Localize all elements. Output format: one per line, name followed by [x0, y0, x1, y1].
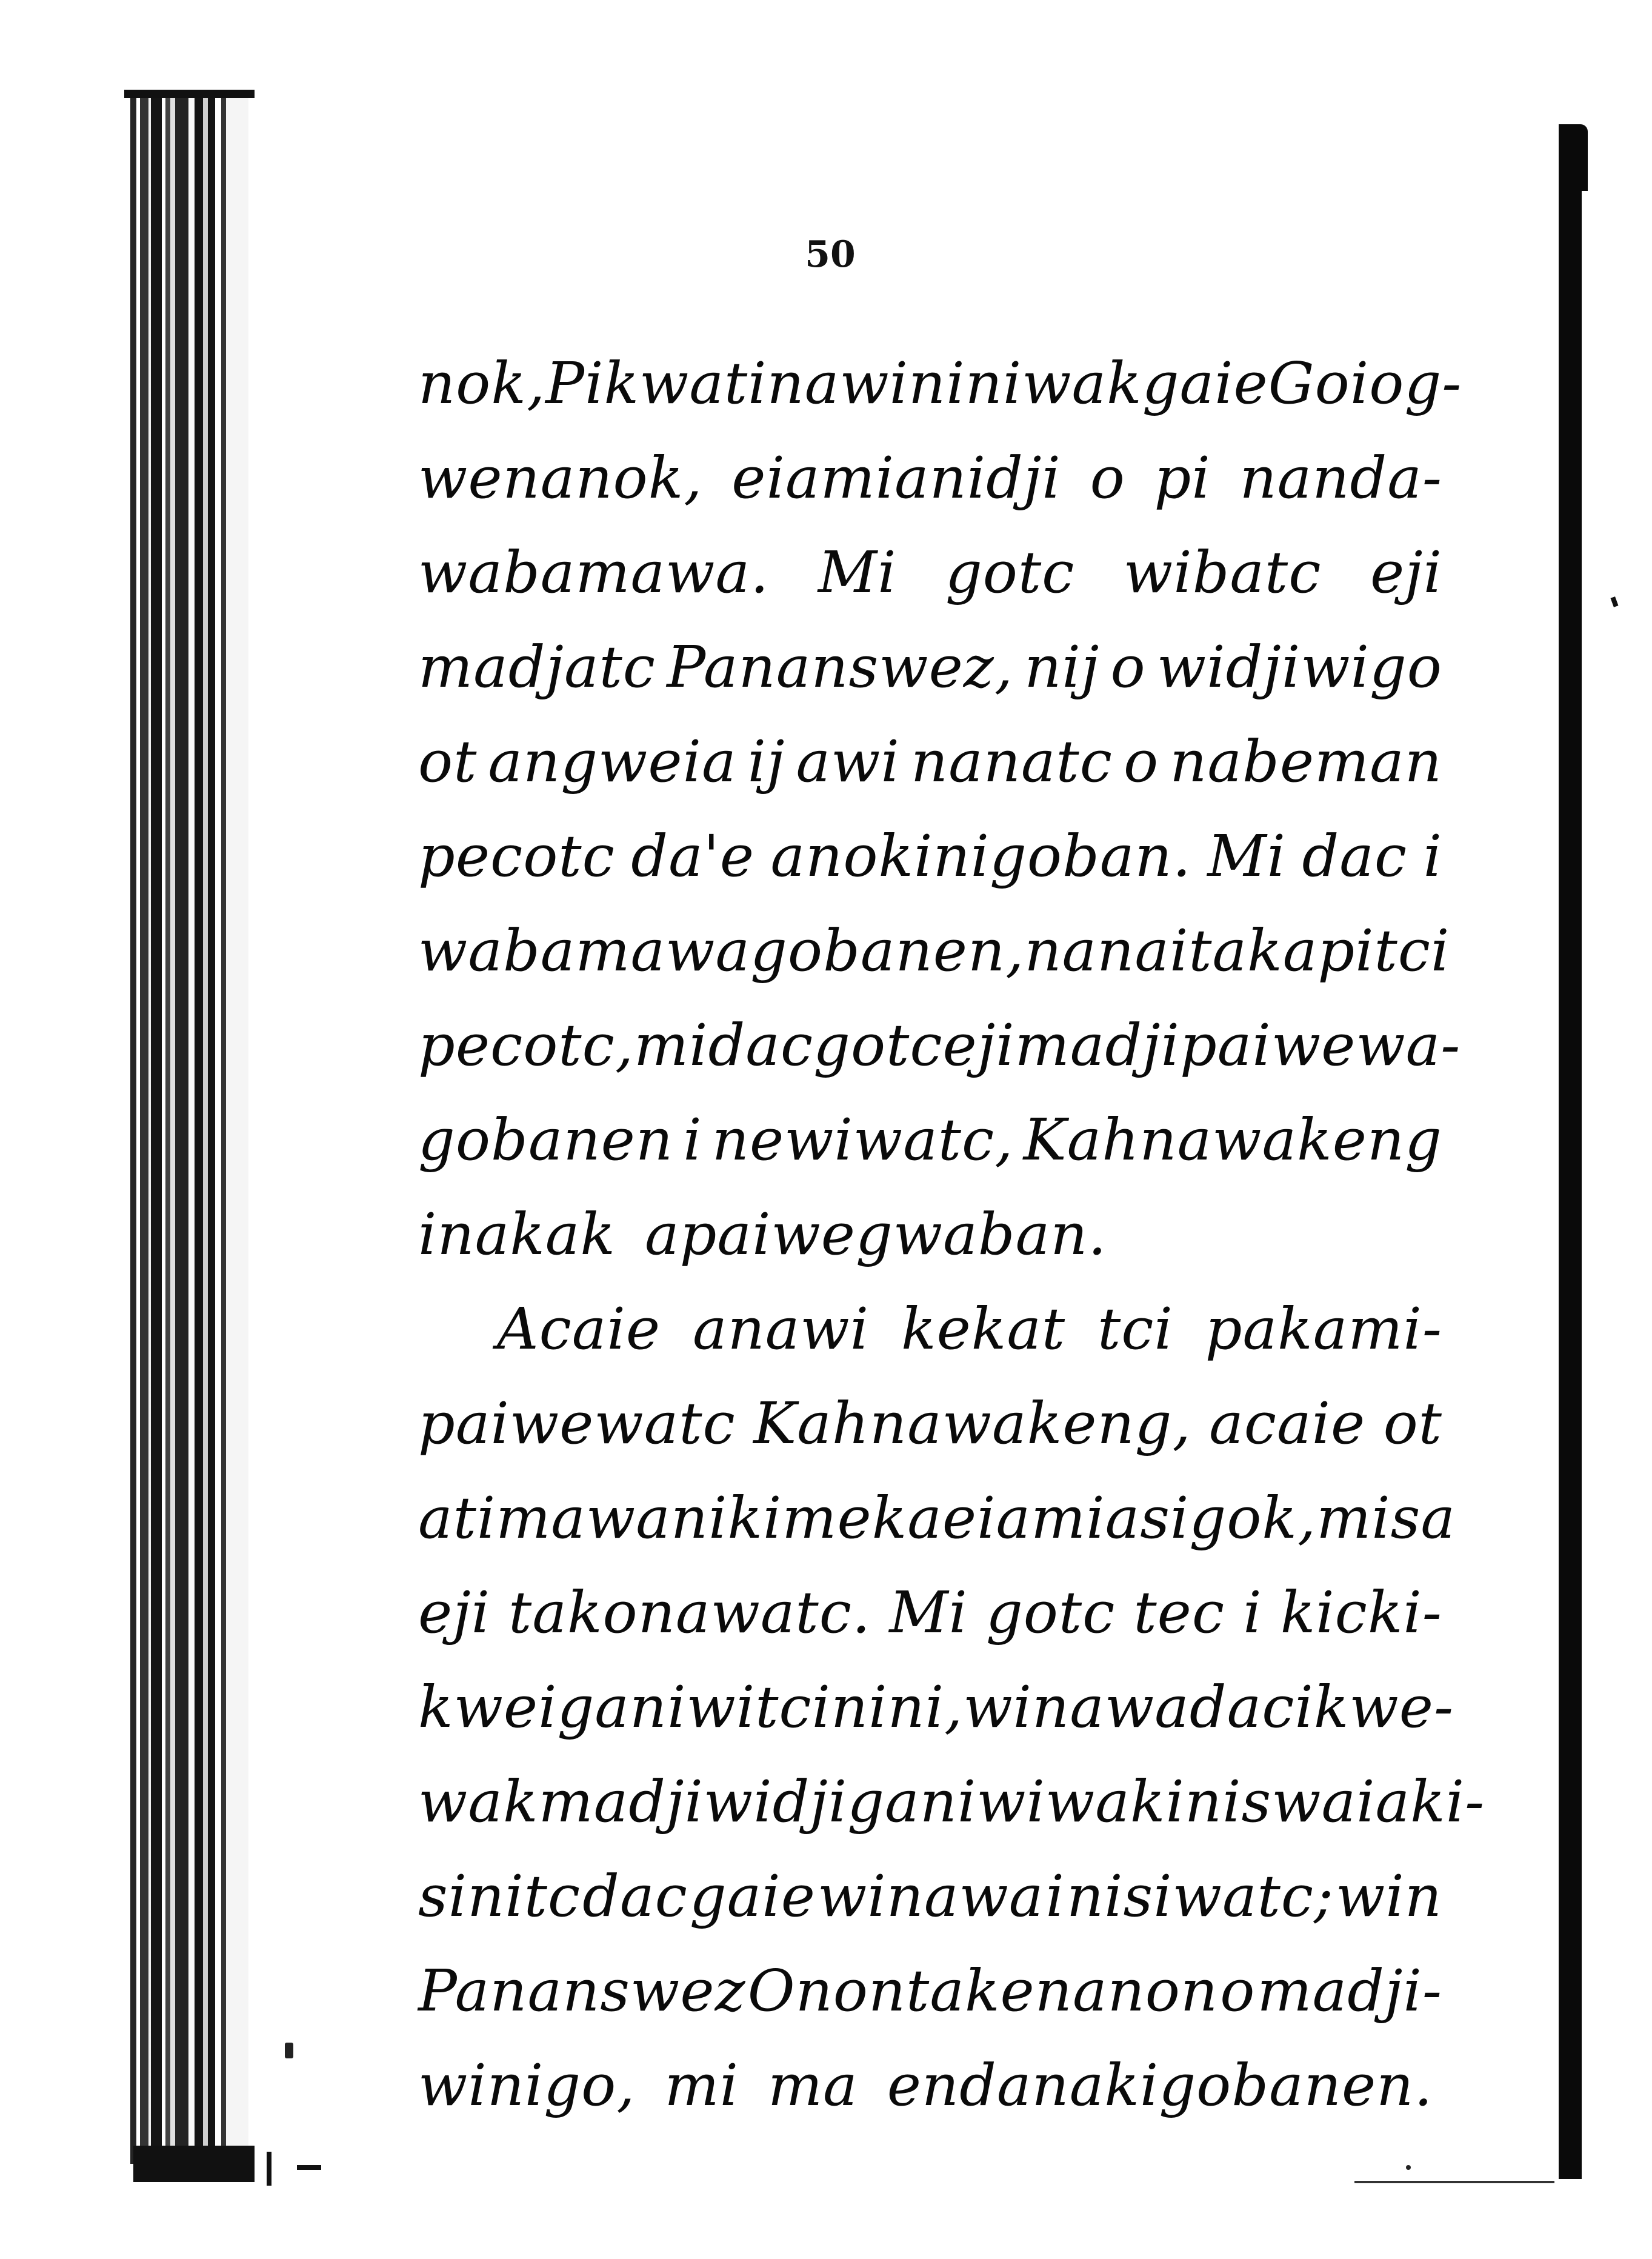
book-binding-edge: [130, 91, 248, 2164]
page-number: 50: [805, 233, 856, 276]
binding-ink-mark: [285, 2043, 293, 2058]
text-line: pecotc da'e anokinigoban. Mi dac i: [418, 823, 1442, 890]
text-line: madjatc Pananswez, nij o widjiwigo: [418, 634, 1442, 701]
ink-speck: [1611, 596, 1619, 607]
binding-tick-mark: [267, 2152, 271, 2186]
binding-bottom-edge: [133, 2146, 255, 2182]
text-line: kweiganiwitc inini, winawa dac ikwe-: [418, 1674, 1454, 1741]
text-line: wabamawagobanen, nanaitak apitci: [418, 918, 1450, 984]
text-line: inakak apaiwegwaban.: [418, 1201, 1107, 1268]
binding-top-edge: [124, 90, 255, 98]
text-line: atimawan ikim eka eiamiasigok, mi sa: [418, 1485, 1456, 1552]
body-text: [418, 336, 1485, 2133]
paragraph: [418, 336, 1462, 1282]
ink-speck: [1406, 2165, 1411, 2170]
bottom-edge-rule: [1354, 2181, 1554, 2183]
facing-page-edge: [1559, 130, 1582, 2179]
text-line: gobanen i newiwatc, Kahnawakeng: [418, 1107, 1442, 1173]
text-line: winigo, mi ma endanakigobanen.: [418, 2052, 1433, 2119]
paragraph: [418, 1282, 1485, 2133]
text-line: sinitc dac gaie winawa i nisiwatc; win: [418, 1863, 1442, 1930]
text-line: Pananswez Onontakenanon o madji-: [418, 1958, 1442, 2024]
text-line: nok, Pikwatinawininiwak gaie Goiog-: [418, 350, 1462, 417]
text-line: Acaie anawi kekat tci pakami-: [497, 1296, 1442, 1363]
text-line: wenanok, eiamianidji o pi nanda-: [418, 445, 1442, 512]
text-line: wak madjiwidjiganiwiwak i niswaiaki-: [418, 1769, 1485, 1835]
paragraphs: [418, 336, 1485, 2133]
text-line: pecotc, mi dac gotc eji madjipaiwewa-: [418, 1012, 1461, 1079]
text-line: ot angweia ij awi nanatc o nabeman: [418, 729, 1442, 795]
text-line: paiwewatc Kahnawakeng, acaie ot: [418, 1390, 1442, 1457]
binding-dash-mark: [297, 2165, 321, 2170]
text-line: eji takonawatc. Mi gotc tec i kicki-: [418, 1580, 1442, 1646]
text-line: wabamawa. Mi gotc wibatc eji: [418, 539, 1442, 606]
